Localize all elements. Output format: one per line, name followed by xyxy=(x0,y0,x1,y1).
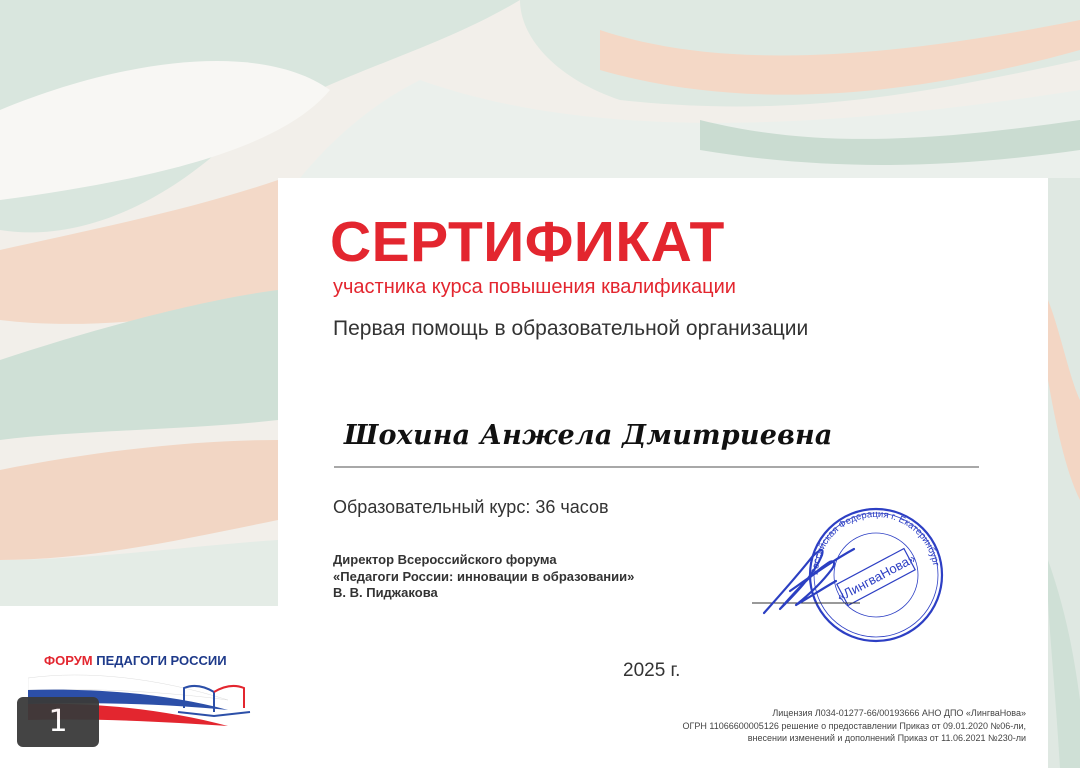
certificate-title: СЕРТИФИКАТ xyxy=(330,210,725,274)
certificate-subtitle: участника курса повышения квалификации xyxy=(333,276,736,298)
logo-word-forum: ФОРУМ xyxy=(44,653,93,668)
license-line: Лицензия Л034-01277-66/00193666 АНО ДПО «ЛингваНова» xyxy=(772,708,1026,718)
course-name: Первая помощь в образовательной организации xyxy=(333,317,809,340)
page-number-badge[interactable] xyxy=(17,697,99,747)
director-block xyxy=(333,552,634,602)
logo-word-pedagogi: ПЕДАГОГИ РОССИИ xyxy=(96,653,227,668)
recipient-name: Шохина Анжела Дмитриевна xyxy=(344,420,833,451)
issue-year: 2025 г. xyxy=(623,660,681,681)
stamp-ring-text: Российская Федерация г. Екатеринбург xyxy=(809,508,942,576)
director-title: Директор Всероссийского форума xyxy=(333,552,557,567)
name-underline xyxy=(334,466,979,468)
page-number: 1 xyxy=(48,704,68,739)
license-line: внесении изменений и дополнений Приказ от 11.06.2021 №230-ли xyxy=(747,733,1026,743)
forum-logo-text xyxy=(44,653,227,668)
director-name: В. В. Пиджакова xyxy=(333,585,438,600)
official-stamp xyxy=(750,505,950,655)
stamp-center-text: «ЛингваНова» xyxy=(834,550,919,605)
director-forum: «Педагоги России: инновации в образовании» xyxy=(333,568,635,584)
license-info xyxy=(566,707,1026,745)
license-line: ОГРН 11066600005126 решение о предоставлении Приказ от 09.01.2020 №06-ли, xyxy=(682,720,1026,731)
svg-text:Российская Федерация г. Екатер xyxy=(810,509,941,575)
course-hours: Образовательный курс: 36 часов xyxy=(333,497,609,517)
